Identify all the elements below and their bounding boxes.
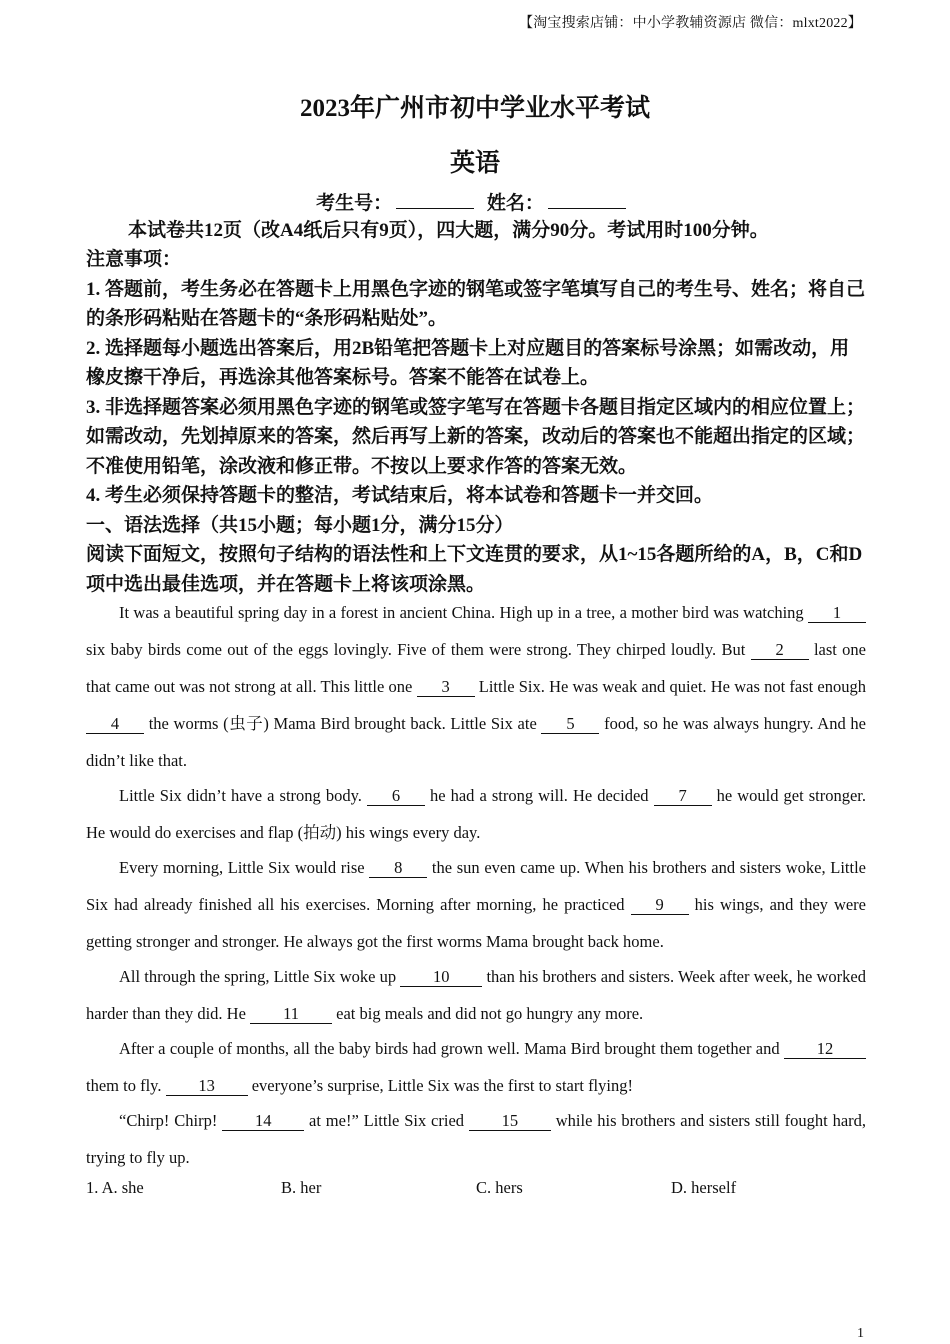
option-b: B. her [281, 1178, 322, 1197]
note-item: 4. 考生必须保持答题卡的整洁，考试结束后，将本试卷和答题卡一并交回。 [86, 485, 714, 506]
passage-paragraph: It was a beautiful spring day in a forest in ancient China. High up in a tree, a mother bird was watching 1 six baby birds come out of the eggs lovingly. Five of them were strong. They chirped loudly. But 2 last one that came out was not strong at all. This little one 3 Little Six. He was weak and quiet. He was not fast enough 4 the worms (虫子) Mama Bird brought back. Little Six ate 5 food, so he was always hungry. And he didn’t like that. [86, 603, 866, 770]
blank-6: 6 [367, 787, 425, 806]
reading-passage [86, 594, 866, 1174]
passage-paragraph: Every morning, Little Six would rise 8 the sun even came up. When his brothers and sisters woke, Little Six had already finished all his exercises. Morning after morning, he practiced 9 his wings, and they were getting stronger and stronger. He always got the first worms Mama brought back home. [86, 858, 867, 951]
exam-intro: 本试卷共12页（改A4纸后只有9页），四大题，满分90分。考试用时100分钟。 [128, 220, 769, 241]
blank-1: 1 [808, 604, 866, 623]
blank-5: 5 [541, 715, 599, 734]
blank-9: 9 [631, 896, 689, 915]
section-heading: 一、语法选择（共15小题；每小题1分，满分15分） [86, 514, 514, 536]
question-1-options [86, 1178, 866, 1198]
blank-7: 7 [654, 787, 712, 806]
section-instruction: 阅读下面短文，按照句子结构的语法性和上下文连贯的要求，从1~15各题所给的A，B，C和D项中选出最佳选项，并在答题卡上将该项涂黑。 [86, 544, 863, 595]
option-a: 1. A. she [86, 1178, 144, 1197]
candidate-id-blank [396, 192, 474, 209]
exam-title: 2023年广州市初中学业水平考试 [299, 95, 650, 122]
blank-13: 13 [166, 1077, 248, 1096]
candidate-id-label: 考生号： [316, 193, 393, 214]
header-note: 【淘宝搜索店铺：中小学教辅资源店 微信：mlxt2022】 [519, 16, 862, 31]
note-item: 3. 非选择题答案必须用黑色字迹的钢笔或签字笔写在答题卡各题目指定区域内的相应位置上；如需改动，先划掉原来的答案，然后再写上新的答案，改动后的答案也不能超出指定的区域；不准使用铅笔，涂改液和修正带。不按以上要求作答的答案无效。 [86, 396, 866, 477]
blank-15: 15 [469, 1112, 551, 1131]
blank-10: 10 [400, 968, 482, 987]
candidate-name-label: 姓名： [486, 193, 544, 214]
note-item: 2. 选择题每小题选出答案后，用2B铅笔把答题卡上对应题目的答案标号涂黑；如需改动，用橡皮擦干净后，再选涂其他答案标号。答案不能答在试卷上。 [86, 337, 850, 388]
blank-14: 14 [222, 1112, 304, 1131]
candidate-name-blank [548, 192, 626, 209]
page-number: 1 [857, 1326, 864, 1341]
passage-paragraph: Little Six didn’t have a strong body. 6 he had a strong will. He decided 7 he would get stronger. He would do exercises and flap (拍动) his wings every day. [86, 786, 867, 842]
blank-11: 11 [250, 1005, 332, 1024]
note-item: 1. 答题前，考生务必在答题卡上用黑色字迹的钢笔或签字笔填写自己的考生号、姓名；将自己的条形码粘贴在答题卡的“条形码粘贴处”。 [86, 278, 866, 329]
passage-paragraph: After a couple of months, all the baby birds had grown well. Mama Bird brought them together and 12 them to fly. 13 everyone’s surprise, Little Six was the first to start flying! [86, 1030, 866, 1104]
blank-2: 2 [751, 641, 809, 660]
blank-4: 4 [86, 715, 144, 734]
blank-8: 8 [369, 859, 427, 878]
blank-12: 12 [784, 1040, 866, 1059]
passage-paragraph: All through the spring, Little Six woke up 10 than his brothers and sisters. Week after week, he worked harder than they did. He 11 eat big meals and did not go hungry any more. [86, 967, 866, 1023]
passage-paragraph: “Chirp! Chirp! 14 at me!” Little Six cried 15 while his brothers and sisters still fought hard, trying to fly up. [86, 1111, 867, 1167]
option-c: C. hers [476, 1178, 523, 1197]
subject-title: 英语 [449, 150, 500, 177]
notes-section [86, 245, 866, 599]
option-d: D. herself [671, 1178, 737, 1197]
notes-heading: 注意事项： [86, 249, 182, 270]
candidate-info [0, 188, 950, 215]
blank-3: 3 [417, 678, 475, 697]
